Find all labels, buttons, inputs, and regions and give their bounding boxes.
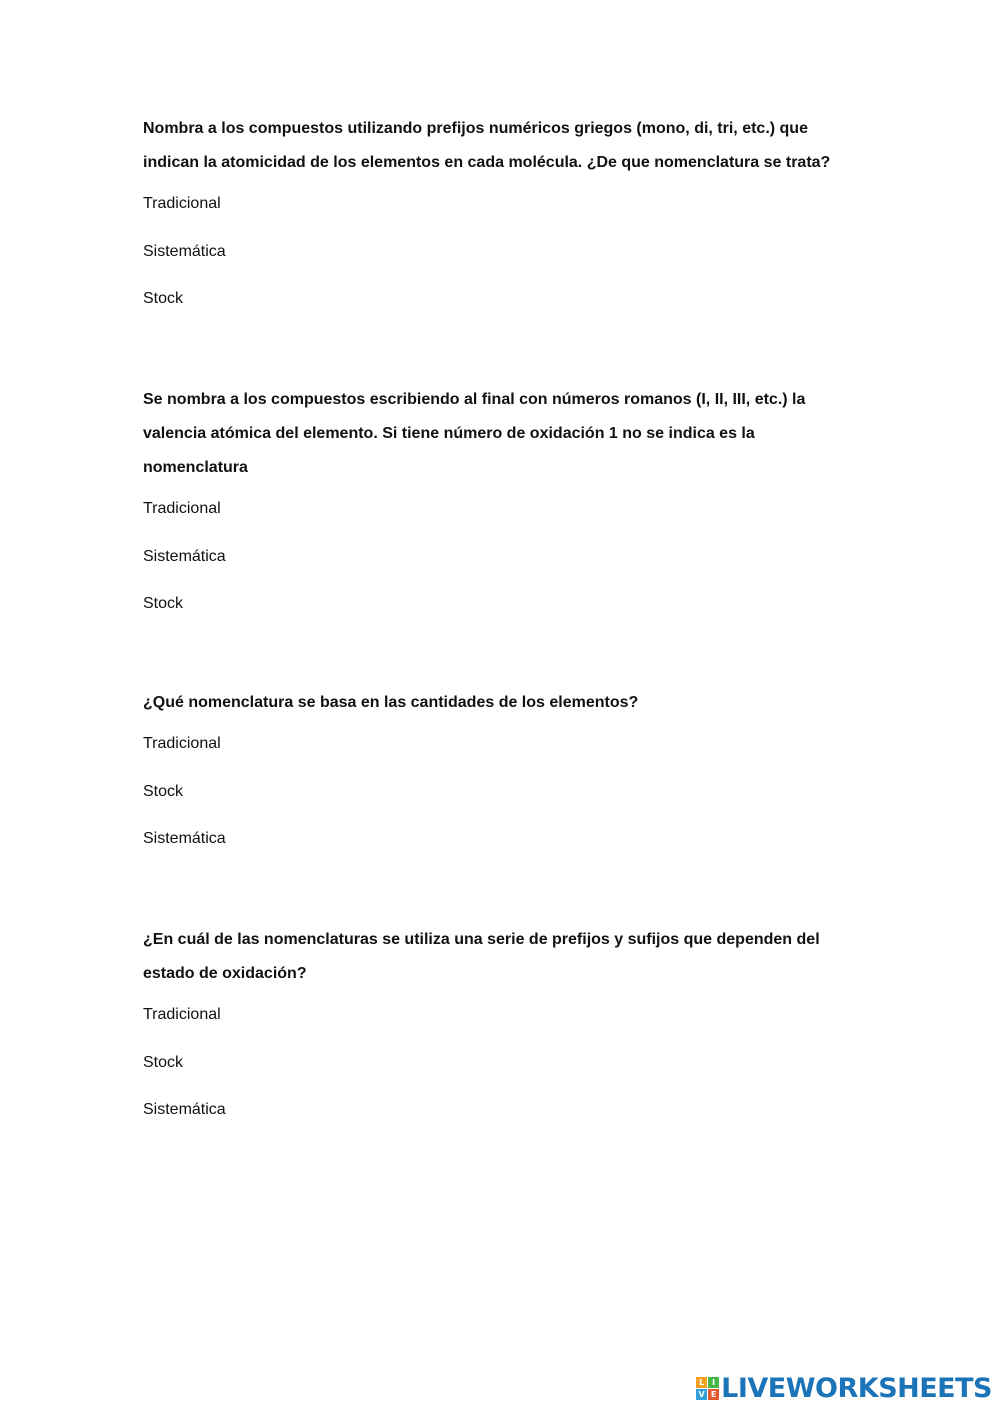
question-1-line-1: Nombra a los compuestos utilizando prefijos numéricos griegos (mono, di, tri, etc.) que xyxy=(143,120,808,137)
question-4-text xyxy=(143,923,863,991)
liveworksheets-logo xyxy=(696,1373,992,1403)
question-4-options xyxy=(143,991,863,1134)
question-3-options xyxy=(143,720,863,863)
question-1-line-2: indican la atomicidad de los elementos en cada molécula. ¿De que nomenclatura se trata? xyxy=(143,154,831,171)
question-2-line-3: nomenclatura xyxy=(143,459,248,476)
logo-badge-letter: I xyxy=(708,1377,719,1388)
question-3-option-1[interactable]: Tradicional xyxy=(143,735,221,752)
question-2-option-2[interactable]: Sistemática xyxy=(143,547,226,565)
logo-badge-letter: V xyxy=(696,1389,707,1400)
logo-badge-letter: E xyxy=(708,1389,719,1400)
question-3-option-2[interactable]: Stock xyxy=(143,782,184,800)
question-2-option-3[interactable]: Stock xyxy=(143,595,184,612)
question-4-line-1: ¿En cuál de las nomenclaturas se utiliza una serie de prefijos y sufijos que dependen del xyxy=(143,931,820,948)
question-4-option-2[interactable]: Stock xyxy=(143,1053,184,1071)
question-3-option-3[interactable]: Sistemática xyxy=(143,830,226,847)
question-1-text xyxy=(143,112,863,180)
question-2-options xyxy=(143,485,863,628)
logo-text: LIVEWORKSHEETS xyxy=(721,1372,992,1404)
question-4 xyxy=(143,923,863,1134)
question-2-line-2: valencia atómica del elemento. Si tiene número de oxidación 1 no se indica es la xyxy=(143,425,755,442)
question-4-option-1[interactable]: Tradicional xyxy=(143,1006,221,1023)
question-1-options xyxy=(143,180,863,323)
question-2-text xyxy=(143,383,863,485)
logo-badge-letter: L xyxy=(696,1377,707,1388)
question-4-line-2: estado de oxidación? xyxy=(143,965,307,982)
question-3-text xyxy=(143,686,863,720)
question-4-option-3[interactable]: Sistemática xyxy=(143,1101,226,1118)
question-1-option-1[interactable]: Tradicional xyxy=(143,195,221,212)
question-2-option-1[interactable]: Tradicional xyxy=(143,500,221,517)
logo-badge-icon xyxy=(696,1377,719,1400)
question-2 xyxy=(143,383,863,628)
question-1 xyxy=(143,112,863,323)
question-1-option-3[interactable]: Stock xyxy=(143,290,184,307)
question-3 xyxy=(143,686,863,863)
question-1-option-2[interactable]: Sistemática xyxy=(143,242,226,260)
question-3-line-1: ¿Qué nomenclatura se basa en las cantidades de los elementos? xyxy=(143,694,639,711)
question-2-line-1: Se nombra a los compuestos escribiendo al final con números romanos (I, II, III, etc.) la xyxy=(143,391,806,408)
